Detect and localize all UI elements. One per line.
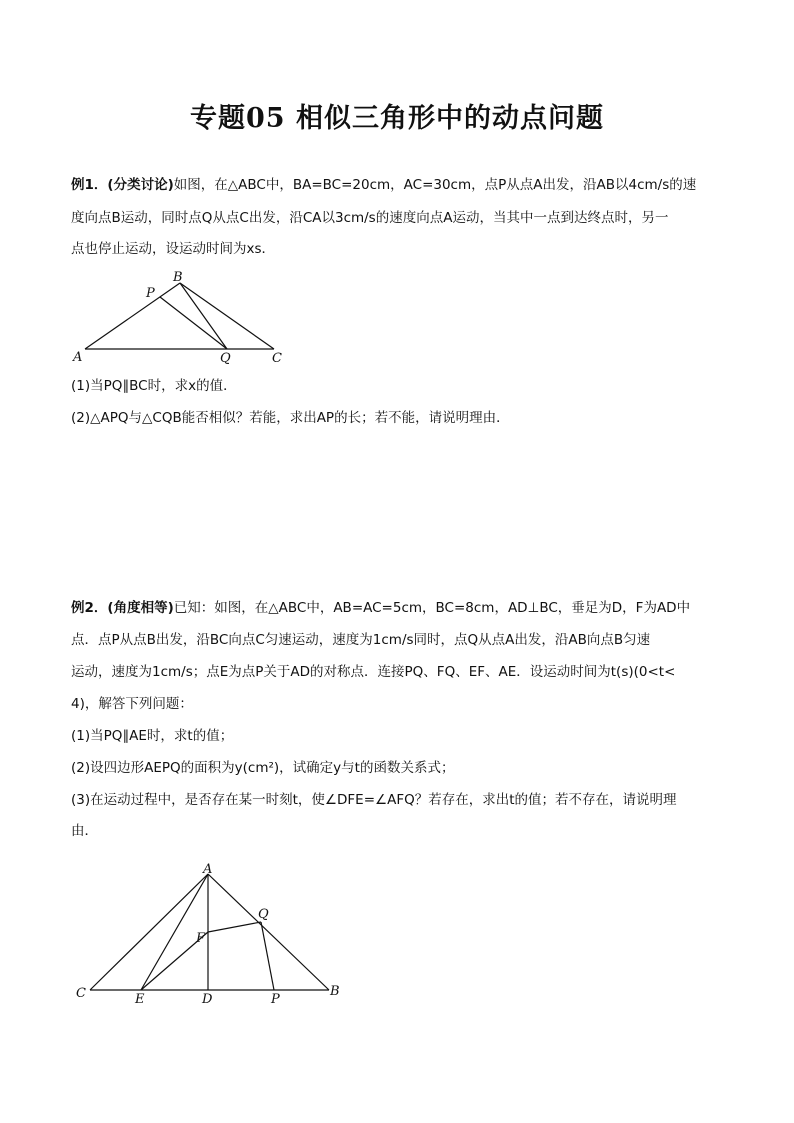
ex2-label-A: A [203,862,213,877]
ex2-line2: 点．点P从点B出发，沿BC向点C匀速运动，速度为1cm/s同时，点Q从点A出发，沿AB向点B匀速 [71,632,651,648]
ex1-label: 例1． [71,177,108,193]
ex1-question-2: (2)△APQ与△CQB能否相似？若能，求出AP的长；若不能，请说明理由． [71,410,510,426]
ex2-question-1: (1)当PQ∥AE时，求t的值； [71,728,234,744]
ex2-line1 [71,594,723,623]
ex1-line3: 点也停止运动，设运动时间为xs． [71,241,276,257]
ex2-tag: (角度相等) [107,600,174,616]
ex1-label-C: C [272,351,282,366]
ex2-line3: 运动，速度为1cm/s；点E为点P关于AD的对称点．连接PQ、FQ、EF、AE．设运动时间为t(s)(0<t< [71,664,676,680]
ex2-label: 例2． [71,600,108,616]
ex2-label-E: E [135,992,145,1007]
ex1-question-1: (1)当PQ∥BC时，求x的值． [71,378,237,394]
ex2-label-P: P [271,992,280,1007]
ex1-tag: (分类讨论) [107,177,174,193]
ex1-figure [70,266,290,366]
ex2-label-B: B [330,984,340,999]
ex1-line2: 度向点B运动，同时点Q从点C出发，沿CA以3cm/s的速度向点A运动，当其中一点到达终点时，另一 [71,210,669,226]
ex2-question-3-cont: 由． [71,823,98,839]
ex2-label-Q: Q [258,907,269,922]
ex2-question-2: (2)设四边形AEPQ的面积为y(cm²)，试确定y与t的函数关系式； [71,760,455,776]
page-title: 专题05 相似三角形中的动点问题 [190,103,604,134]
ex1-text-1: 如图，在△ABC中，BA=BC=20cm，AC=30cm，点P从点A出发，沿AB以4cm/s的速 [173,177,697,193]
ex1-label-Q: Q [220,351,231,366]
ex2-figure [70,858,350,1008]
ex1-label-A: A [73,350,83,365]
ex2-line4: 4)，解答下列问题： [71,696,193,712]
ex2-question-3: (3)在运动过程中，是否存在某一时刻t，使∠DFE=∠AFQ？若存在，求出t的值；若不存在，请说明理 [71,792,677,808]
ex2-text-1: 已知：如图，在△ABC中，AB=AC=5cm，BC=8cm，AD⊥BC，垂足为D，F为AD中 [173,600,691,616]
ex1-line1 [71,171,723,200]
ex1-label-B: B [173,270,183,285]
ex2-label-C: C [76,986,86,1001]
ex2-label-D: D [202,992,213,1007]
ex2-label-F: F [196,931,206,946]
ex1-label-P: P [146,286,155,301]
